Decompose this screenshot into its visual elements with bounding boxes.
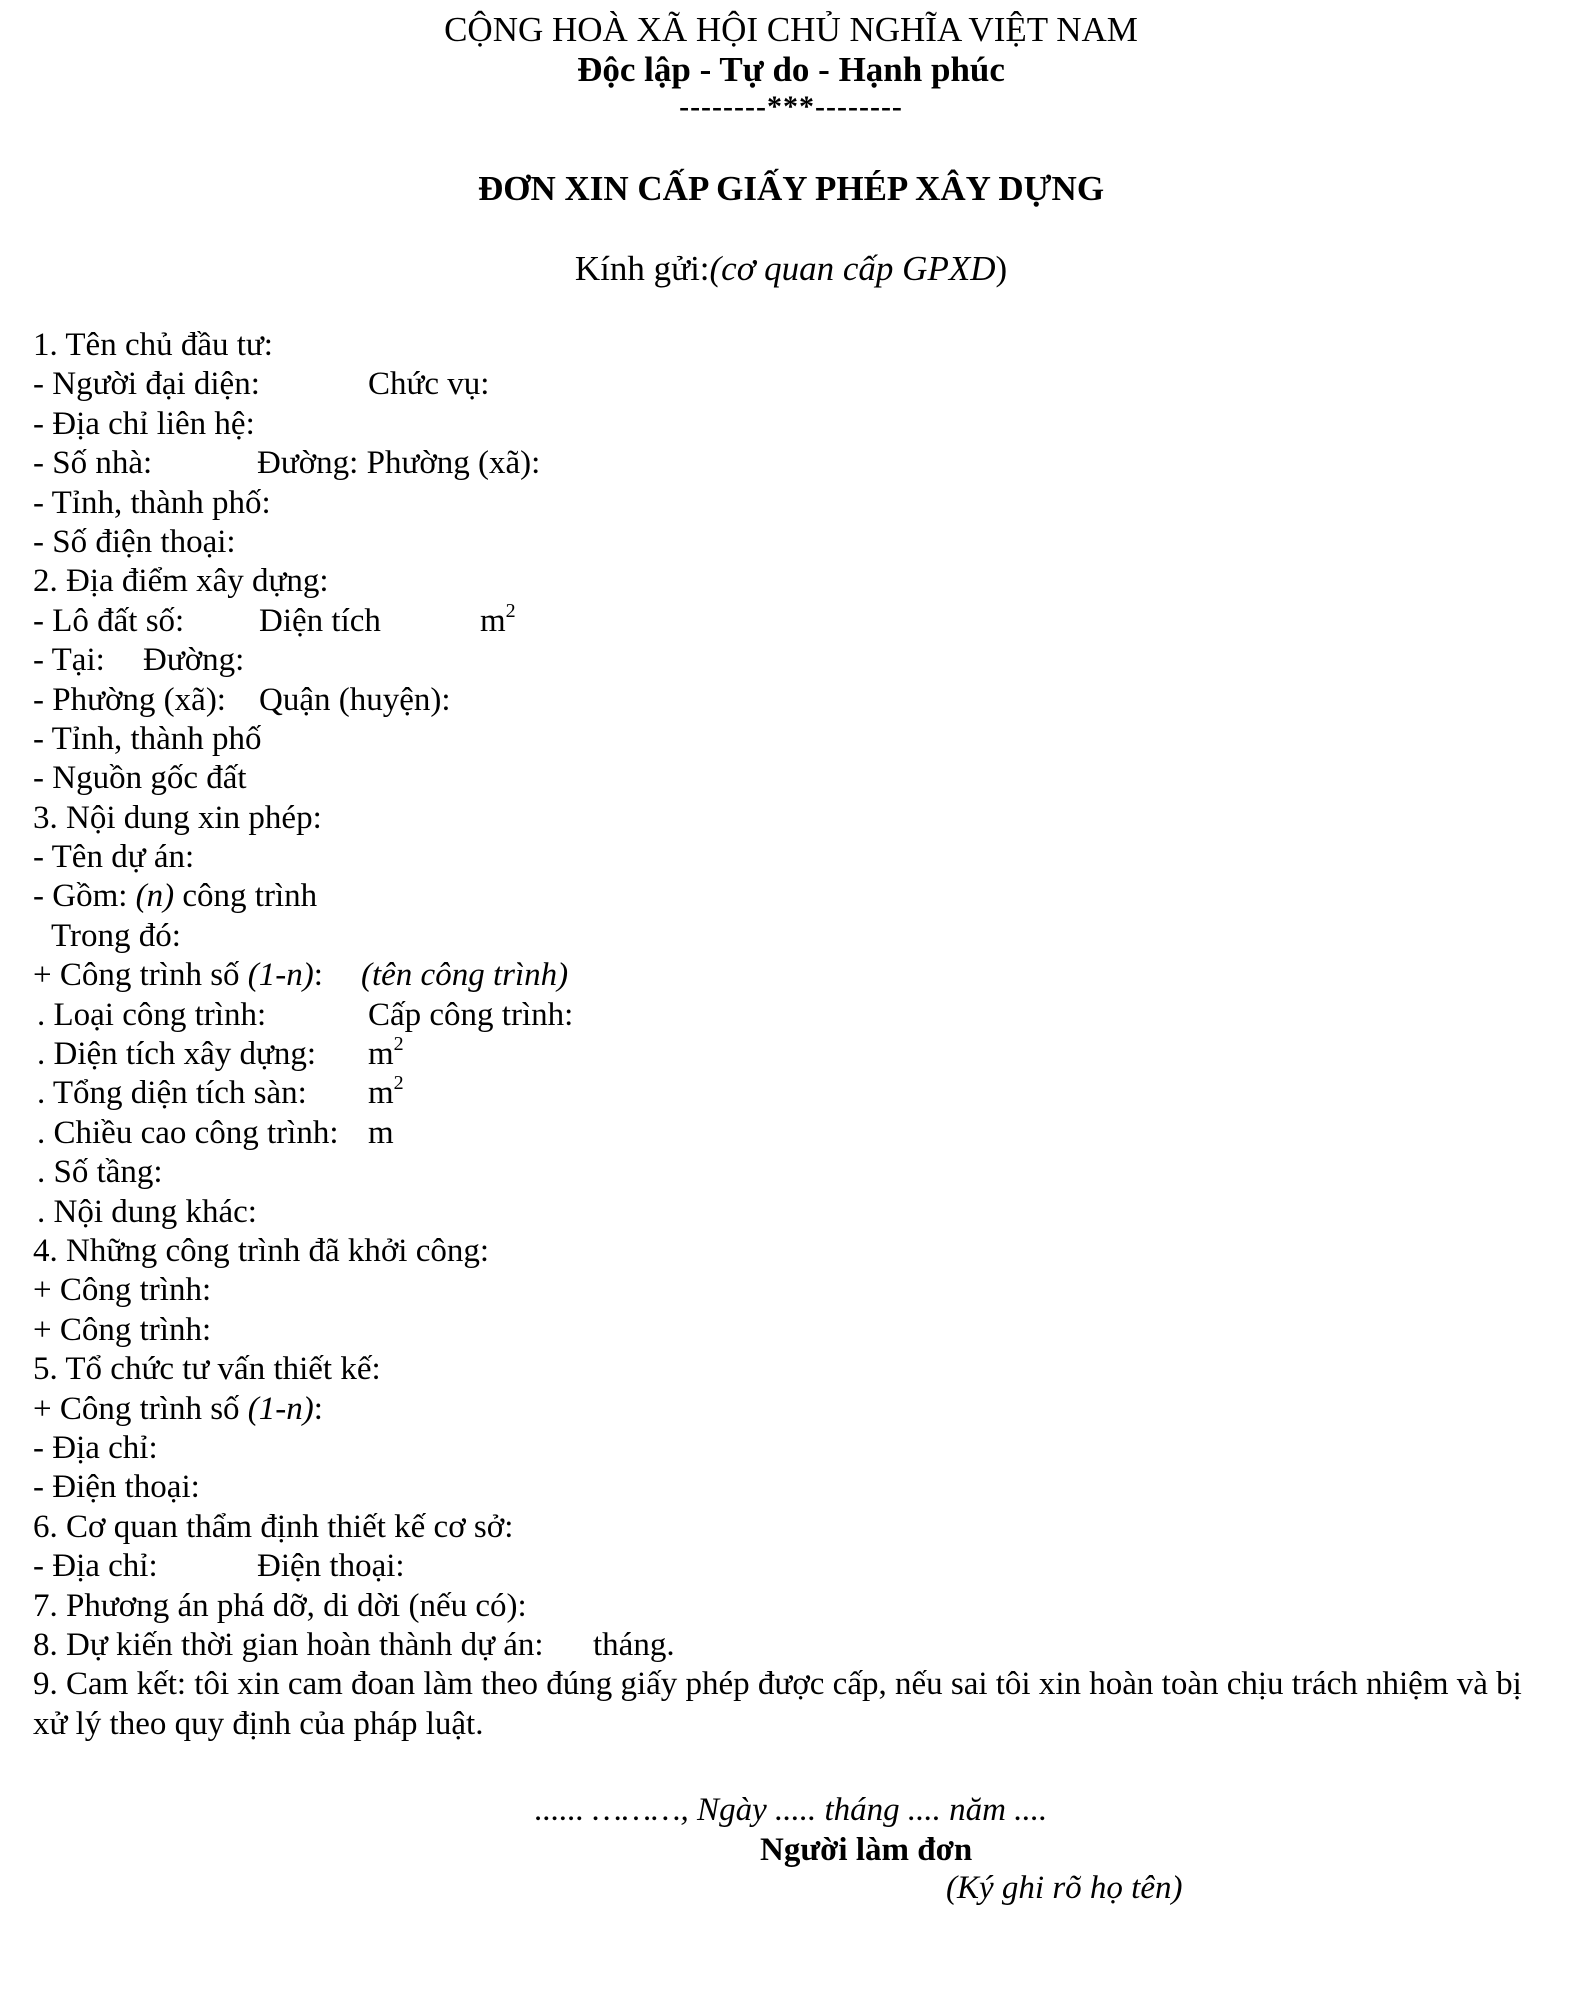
field-label: - Địa chỉ: [33,1429,158,1466]
form-line [33,681,1553,720]
section-1-label: 1. Tên chủ đầu tư: [33,327,273,363]
label-text: : [313,1390,323,1427]
form-line [33,1429,1553,1468]
field-label: . Chiều cao công trình: [37,1114,339,1151]
form-line [33,365,1553,404]
form-line [33,1547,1553,1586]
unit-text: m [368,1075,394,1112]
section-9-commitment: 9. Cam kết: tôi xin cam đoan làm theo đúng giấy phép được cấp, nếu sai tôi xin hoàn toàn chịu trách nhiệm và bị xử lý theo quy định của pháp luật. [33,1666,1522,1742]
form-line [33,1626,1553,1665]
field-label: (tên công trình) [361,957,569,994]
field-label: Quận (huyện): [259,681,451,718]
form-line [33,996,1553,1035]
section-5-label: 5. Tổ chức tư vấn thiết kế: [33,1351,381,1388]
label-italic: (1-n) [247,957,314,994]
field-label: - Tỉnh, thành phố: [33,484,271,521]
label-text: : [313,957,323,994]
label-italic: (1-n) [247,1390,314,1427]
form-line [33,444,1553,483]
field-label: Đường: Phường (xã): [257,445,541,482]
form-line [33,1232,1553,1271]
signature-note: (Ký ghi rõ họ tên) [946,1870,1183,1906]
form-line [33,326,1553,365]
field-label: . Số tầng: [37,1154,163,1191]
field-label: - Địa chỉ liên hệ: [33,405,255,442]
form-line [33,562,1553,601]
field-label: - Số nhà: [33,445,153,482]
form-line [33,641,1553,680]
form-line [33,1508,1553,1547]
field-label [33,877,317,916]
form-line [33,838,1553,877]
form-line [33,1114,1553,1153]
label-text: + Công trình số [33,957,248,994]
unit-label [368,1035,404,1074]
form-line [33,1587,1553,1626]
recipient-line [0,248,1582,290]
label-text: - Gồm: [33,878,136,915]
form-line [33,405,1553,444]
field-label: - Tại: [33,642,105,679]
section-6-label: 6. Cơ quan thẩm định thiết kế cơ sở: [33,1508,514,1545]
form-line [33,484,1553,523]
field-label: + Công trình: [33,1311,212,1348]
nation-heading: CỘNG HOÀ XÃ HỘI CHỦ NGHĨA VIỆT NAM [444,10,1138,49]
form-line [33,877,1553,916]
field-label: - Phường (xã): [33,681,226,718]
field-label: - Người đại diện: [33,366,260,403]
label-text: + Công trình số [33,1390,248,1427]
recipient-value: (cơ quan cấp GPXD [709,249,996,288]
field-label: - Lô đất số: [33,602,185,639]
unit-text: m [480,602,506,639]
unit-superscript: 2 [505,599,516,622]
field-label: . Nội dung khác: [37,1193,257,1230]
form-line [33,1468,1553,1507]
form-line [33,1311,1553,1350]
form-line [33,1390,1553,1429]
unit-label [368,1074,404,1113]
field-label: + Công trình: [33,1272,212,1309]
field-label: - Nguồn gốc đất [33,760,247,797]
field-label [33,1390,323,1429]
signature-date-line: ...... ………, Ngày ..... tháng .... năm .... [534,1792,1048,1828]
form-line [33,599,1553,641]
field-label: - Tỉnh, thành phố [33,720,262,757]
field-label: tháng. [593,1626,675,1663]
heading-separator: --------***-------- [679,90,903,123]
field-label: - Điện thoại: [33,1469,200,1506]
section-8-label: 8. Dự kiến thời gian hoàn thành dự án: [33,1626,544,1663]
field-label: Trong đó: [51,917,181,954]
field-label: - Địa chỉ: [33,1548,158,1585]
document-title: ĐƠN XIN CẤP GIẤY PHÉP XÂY DỰNG [477,169,1105,208]
form-line [33,1193,1553,1232]
field-label: - Tên dự án: [33,839,195,876]
form-body [33,326,1553,1744]
form-line [33,1035,1553,1074]
form-line [33,523,1553,562]
field-label: . Diện tích xây dựng: [37,1036,317,1073]
section-7-label: 7. Phương án phá dỡ, di dời (nếu có): [33,1587,527,1624]
form-line [33,917,1553,956]
form-line [33,1271,1553,1310]
national-motto: Độc lập - Tự do - Hạnh phúc [577,50,1005,89]
form-line [33,799,1553,838]
form-line [33,1153,1553,1192]
label-text: công trình [174,878,318,915]
field-label: Điện thoại: [257,1548,405,1585]
unit-superscript: 2 [393,1072,404,1095]
field-label: . Loại công trình: [37,996,267,1033]
recipient-label: Kính gửi: [574,249,710,288]
field-label: - Số điện thoại: [33,523,236,560]
form-line [33,759,1553,798]
field-label: Đường: [143,642,245,679]
form-line [33,1350,1553,1389]
field-label [33,956,323,995]
unit-label: m [368,1114,394,1151]
form-line [33,956,1553,995]
unit-label [480,599,516,641]
label-italic: (n) [135,878,175,915]
section-2-label: 2. Địa điểm xây dựng: [33,563,329,600]
field-label: Chức vụ: [368,366,490,403]
recipient-close: ) [995,249,1008,288]
signature-title: Người làm đơn [760,1832,973,1868]
field-label: Cấp công trình: [368,996,574,1033]
unit-superscript: 2 [393,1033,404,1056]
field-label: Diện tích [259,602,381,639]
form-line [33,720,1553,759]
form-line [33,1074,1553,1113]
unit-text: m [368,1036,394,1073]
field-label: . Tổng diện tích sàn: [37,1075,307,1112]
section-3-label: 3. Nội dung xin phép: [33,799,322,836]
section-4-label: 4. Những công trình đã khởi công: [33,1232,490,1269]
